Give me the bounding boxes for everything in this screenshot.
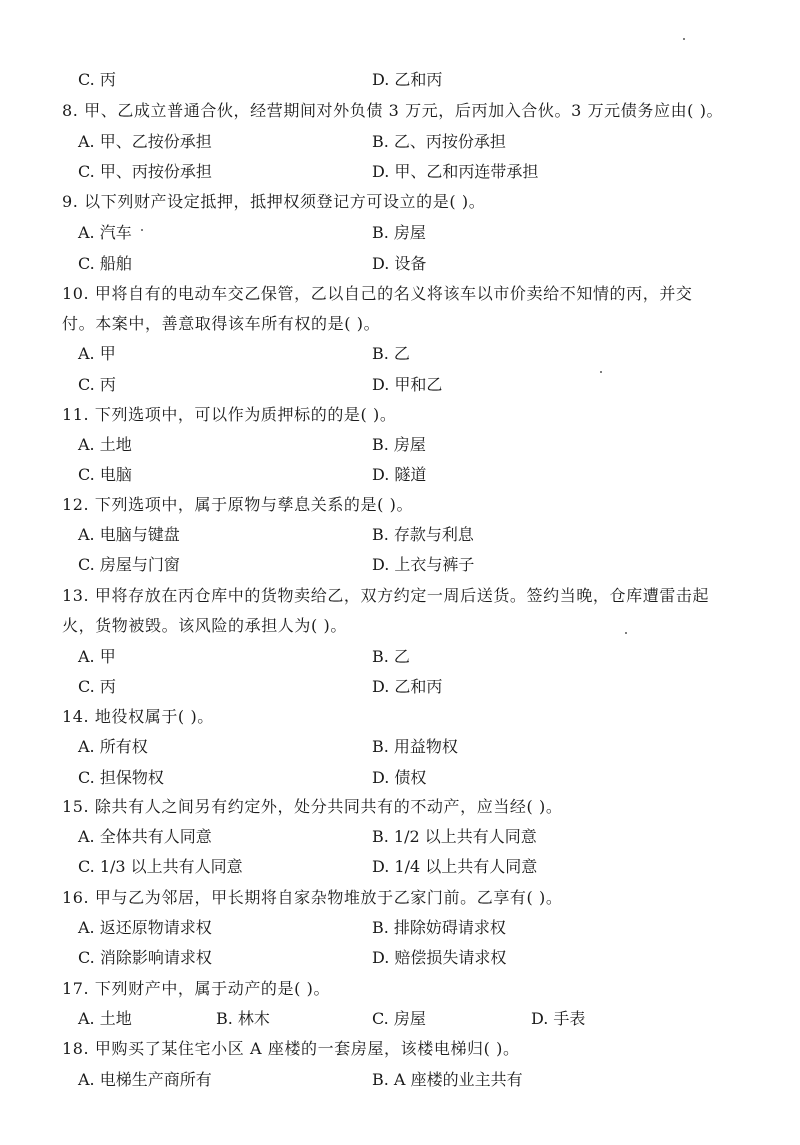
option-c: C. 消除影响请求权: [78, 948, 212, 967]
option-c: C. 丙: [78, 70, 116, 89]
option-a: A. 所有权: [78, 737, 148, 756]
question-text: 12. 下列选项中，属于原物与孳息关系的是( )。: [62, 495, 414, 514]
option-d: D. 甲和乙: [372, 375, 443, 394]
option-b: B. 乙: [372, 344, 410, 363]
question-13: [0, 582, 800, 610]
option-a: A. 汽车: [78, 223, 132, 242]
option-a: A. 电脑与键盘: [78, 525, 180, 544]
question-16: [0, 884, 800, 912]
question-text: 16. 甲与乙为邻居，甲长期将自家杂物堆放于乙家门前。乙享有( )。: [62, 888, 563, 907]
question-18: [0, 1035, 800, 1063]
option-d: D. 手表: [531, 1009, 586, 1028]
option-row: [0, 431, 800, 459]
option-row: [0, 764, 800, 792]
option-a: A. 甲: [78, 647, 116, 666]
option-row: [0, 914, 800, 942]
option-row: [0, 1066, 800, 1094]
option-a: A. 返还原物请求权: [78, 918, 212, 937]
option-row: [0, 643, 800, 671]
question-13-cont: [0, 612, 800, 640]
question-text: 10. 甲将自有的电动车交乙保管，乙以自己的名义将该车以市价卖给不知情的丙，并交: [62, 284, 693, 303]
question-text: 11. 下列选项中，可以作为质押标的的是( )。: [62, 405, 397, 424]
option-row: [0, 66, 800, 94]
option-row: [0, 551, 800, 579]
question-text: 8. 甲、乙成立普通合伙，经营期间对外负债 3 万元，后丙加入合伙。3 万元债务应由( )。: [62, 101, 724, 120]
option-row: [0, 823, 800, 851]
question-10-cont: [0, 310, 800, 338]
question-10: [0, 280, 800, 308]
scan-speck: [683, 38, 685, 40]
option-d: D. 债权: [372, 768, 427, 787]
option-d: D. 1/4 以上共有人同意: [372, 857, 538, 876]
option-d: D. 乙和丙: [372, 677, 443, 696]
option-b: B. 乙: [372, 647, 410, 666]
option-c: C. 担保物权: [78, 768, 164, 787]
question-text: 9. 以下列财产设定抵押，抵押权须登记方可设立的是( )。: [62, 192, 486, 211]
option-row: [0, 521, 800, 549]
option-d: D. 上衣与裤子: [372, 555, 475, 574]
option-c: C. 房屋: [372, 1009, 426, 1028]
option-row: [0, 944, 800, 972]
option-row: [0, 128, 800, 156]
question-text: 13. 甲将存放在丙仓库中的货物卖给乙，双方约定一周后送货。签约当晚，仓库遭雷击起: [62, 586, 710, 605]
option-b: B. 乙、丙按份承担: [372, 132, 506, 151]
option-a: A. 全体共有人同意: [78, 827, 212, 846]
option-b: B. 用益物权: [372, 737, 458, 756]
option-c: C. 丙: [78, 375, 116, 394]
option-b: B. 林木: [216, 1009, 270, 1028]
option-c: C. 电脑: [78, 465, 132, 484]
option-a: A. 土地: [78, 435, 132, 454]
question-text: 17. 下列财产中，属于动产的是( )。: [62, 979, 331, 998]
question-text-cont: 付。本案中，善意取得该车所有权的是( )。: [62, 314, 381, 333]
option-a: A. 土地: [78, 1009, 132, 1028]
option-c: C. 甲、丙按份承担: [78, 162, 212, 181]
option-d: D. 乙和丙: [372, 70, 443, 89]
option-b: B. 存款与利息: [372, 525, 474, 544]
option-a: A. 甲、乙按份承担: [78, 132, 212, 151]
question-14: [0, 703, 800, 731]
option-a: A. 电梯生产商所有: [78, 1070, 212, 1089]
question-text: 15. 除共有人之间另有约定外，处分共同共有的不动产，应当经( )。: [62, 797, 563, 816]
option-b: B. 房屋: [372, 223, 426, 242]
question-12: [0, 491, 800, 519]
option-row: [0, 158, 800, 186]
question-17: [0, 975, 800, 1003]
option-c: C. 1/3 以上共有人同意: [78, 857, 243, 876]
option-row: [0, 733, 800, 761]
option-row-four: [0, 1005, 800, 1033]
option-d: D. 甲、乙和丙连带承担: [372, 162, 539, 181]
question-text: 18. 甲购买了某住宅小区 A 座楼的一套房屋，该楼电梯归( )。: [62, 1039, 520, 1058]
option-row: [0, 371, 800, 399]
option-d: D. 隧道: [372, 465, 427, 484]
question-8: [0, 97, 800, 125]
option-row: [0, 340, 800, 368]
question-text-cont: 火，货物被毁。该风险的承担人为( )。: [62, 616, 347, 635]
option-b: B. 1/2 以上共有人同意: [372, 827, 537, 846]
option-c: C. 船舶: [78, 254, 132, 273]
question-15: [0, 793, 800, 821]
question-text: 14. 地役权属于( )。: [62, 707, 214, 726]
option-a: A. 甲: [78, 344, 116, 363]
option-row: [0, 853, 800, 881]
option-c: C. 房屋与门窗: [78, 555, 180, 574]
option-c: C. 丙: [78, 677, 116, 696]
option-b: B. A 座楼的业主共有: [372, 1070, 523, 1089]
option-d: D. 设备: [372, 254, 427, 273]
option-row: [0, 673, 800, 701]
option-d: D. 赔偿损失请求权: [372, 948, 507, 967]
option-b: B. 房屋: [372, 435, 426, 454]
option-row: [0, 219, 800, 247]
option-b: B. 排除妨碍请求权: [372, 918, 506, 937]
question-11: [0, 401, 800, 429]
question-9: [0, 188, 800, 216]
option-row: [0, 461, 800, 489]
option-row: [0, 250, 800, 278]
